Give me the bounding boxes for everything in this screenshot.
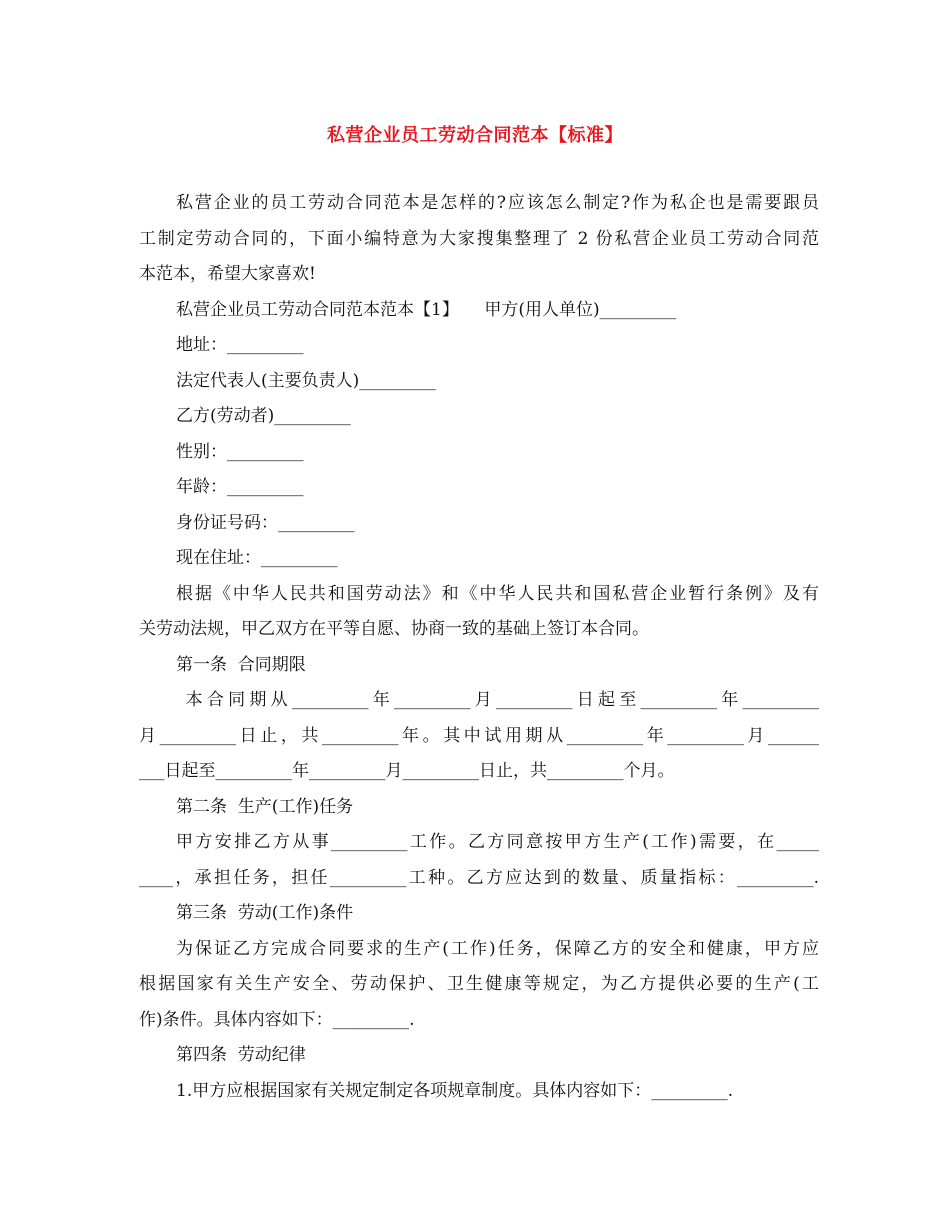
- intro-line-3: 本范本，希望大家喜欢!: [139, 264, 316, 284]
- article-3-line-3: 作)条件。具体内容如下：_________.: [139, 1009, 415, 1030]
- document-body: [139, 186, 819, 1109]
- field-legal-representative: 法定代表人(主要负责人)_________: [176, 370, 436, 391]
- field-address: 地址：_________: [176, 335, 304, 355]
- article-4-line-1: 1.甲方应根据国家有关规定制定各项规章制度。具体内容如下：_________.: [176, 1080, 734, 1101]
- basis-line-1: 根据《中华人民共和国劳动法》和《中华人民共和国私营企业暂行条例》及有: [176, 583, 819, 604]
- field-current-address: 现在住址：_________: [176, 548, 338, 568]
- article-4-heading: 第四条 劳动纪律: [176, 1045, 306, 1065]
- field-party-b: 乙方(劳动者)_________: [176, 406, 351, 426]
- article-3-line-2: 根据国家有关生产安全、劳动保护、卫生健康等规定，为乙方提供必要的生产(工: [139, 974, 819, 994]
- contract-heading-party-a: 私营企业员工劳动合同范本范本【1】 甲方(用人单位)_________: [176, 299, 677, 320]
- basis-line-2: 关劳动法规，甲乙双方在平等自愿、协商一致的基础上签订本合同。: [139, 619, 649, 639]
- intro-line-1: 私营企业的员工劳动合同范本是怎样的?应该怎么制定?作为私企也是需要跟员: [176, 193, 819, 213]
- article-1-line-1: 本合同期从_________年_________月_________日起至_________年_________: [176, 690, 819, 710]
- article-1-heading: 第一条 合同期限: [176, 654, 306, 675]
- article-2-line-1: 甲方安排乙方从事_________工作。乙方同意按甲方生产(工作)需要，在_____: [176, 832, 819, 852]
- article-3-line-1: 为保证乙方完成合同要求的生产(工作)任务，保障乙方的安全和健康，甲方应: [176, 938, 819, 959]
- article-2-heading: 第二条 生产(工作)任务: [176, 796, 354, 817]
- field-id-number: 身份证号码：_________: [176, 512, 355, 533]
- article-1-line-2: 月_________日止，共_________年。其中试用期从_________年_________月______: [139, 725, 819, 746]
- document-title: 私营企业员工劳动合同范本【标准】: [327, 125, 623, 146]
- article-1-line-3: ___日起至_________年_________月_________日止，共_________个月。: [139, 761, 675, 781]
- intro-line-2: 工制定劳动合同的，下面小编特意为大家搜集整理了 2 份私营企业员工劳动合同范: [139, 228, 819, 249]
- field-gender: 性别：_________: [176, 441, 304, 462]
- article-3-heading: 第三条 劳动(工作)条件: [176, 903, 354, 923]
- article-2-line-2: ____，承担任务，担任_________工种。乙方应达到的数量、质量指标：_________.: [139, 867, 819, 888]
- field-age: 年龄：_________: [176, 477, 304, 497]
